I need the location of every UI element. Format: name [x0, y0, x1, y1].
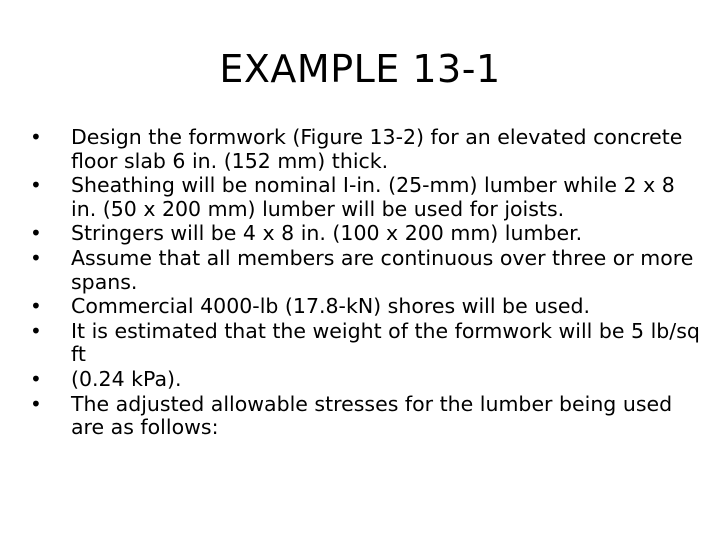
bullet-text: It is estimated that the weight of the formwork will be 5 lb/sq ft	[71, 318, 700, 367]
bullet-item-1	[30, 126, 700, 173]
bullet-item-7	[30, 368, 700, 392]
bullet-item-5	[30, 295, 700, 319]
bullet-item-2	[30, 174, 700, 221]
bullet-text: (0.24 kPa).	[71, 367, 182, 392]
bullet-item-6	[30, 320, 700, 367]
bullet-text: Design the formwork (Figure 13-2) for an elevated concrete floor slab 6 in. (152 mm) thick.	[71, 125, 683, 173]
bullet-item-4	[30, 247, 700, 294]
bullet-icon: •	[30, 367, 42, 392]
slide-title: EXAMPLE 13-1	[219, 47, 501, 91]
bullet-text: Assume that all members are continuous over three or more spans.	[71, 246, 694, 294]
bullet-icon: •	[30, 125, 42, 149]
bullet-text: Stringers will be 4 x 8 in. (100 x 200 mm) lumber.	[71, 221, 583, 246]
bullet-list	[30, 126, 700, 441]
bullet-icon: •	[30, 318, 42, 343]
bullet-icon: •	[30, 391, 42, 416]
bullet-item-8	[30, 393, 700, 440]
bullet-text: Sheathing will be nominal I-in. (25-mm) lumber while 2 x 8 in. (50 x 200 mm) lumber will be used for joists.	[71, 173, 675, 221]
bullet-icon: •	[30, 173, 42, 198]
bullet-text: Commercial 4000-lb (17.8-kN) shores will be used.	[71, 294, 591, 319]
bullet-item-3	[30, 222, 700, 246]
bullet-icon: •	[30, 294, 42, 319]
bullet-icon: •	[30, 221, 42, 246]
bullet-icon: •	[30, 246, 42, 271]
bullet-text: The adjusted allowable stresses for the lumber being used are as follows:	[71, 391, 673, 440]
